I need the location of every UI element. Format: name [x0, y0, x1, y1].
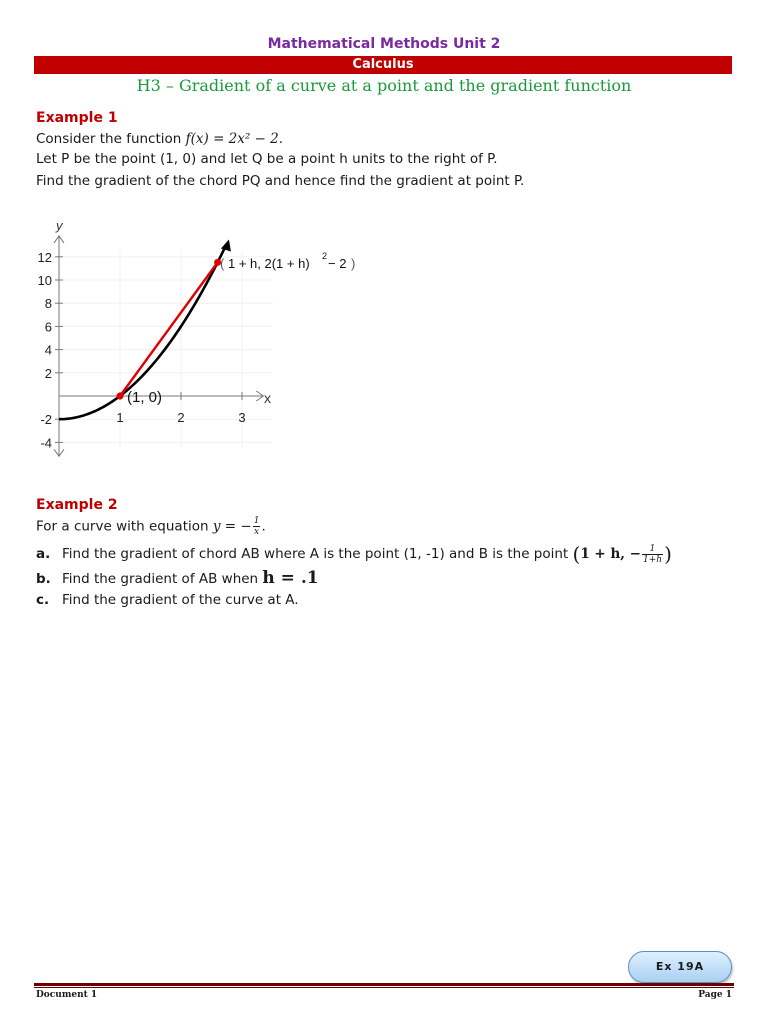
footer-page-number: Page 1 [698, 990, 732, 1000]
example-2-item-b [36, 568, 319, 588]
point-p-marker [117, 393, 124, 400]
y-tick-label: 2 [44, 365, 52, 381]
point-b-fraction [642, 544, 663, 565]
y-tick-label: 8 [44, 296, 52, 312]
item-b-label: b. [36, 571, 51, 587]
example-1-line-1-text: Consider the function [36, 131, 186, 147]
x-tick-label: 2 [177, 410, 185, 425]
example-1-heading: Example 1 [36, 110, 118, 126]
x-axis-label: x [264, 390, 271, 406]
course-title: Mathematical Methods Unit 2 [267, 36, 501, 52]
topic-bar: Calculus [34, 56, 732, 74]
example-1-line-1-end: . [278, 131, 284, 147]
exercise-link-button[interactable]: Ex 19A [628, 951, 732, 983]
footer-divider-thin [34, 987, 734, 988]
example-2-heading: Example 2 [36, 497, 118, 513]
close-paren-glyph: ) [664, 542, 672, 566]
y-tick-label: 6 [44, 319, 52, 335]
point-q-label [220, 251, 355, 271]
point-q-label-end: − 2 [328, 256, 347, 271]
example-1-line-2: Let P be the point (1, 0) and let Q be a point h units to the right of P. [36, 151, 498, 167]
x-tick-label: 3 [238, 410, 246, 425]
y-tick-label: 4 [44, 342, 52, 358]
y-axis-label: y [56, 218, 63, 233]
footer-document-name: Document 1 [36, 990, 98, 1000]
svg-text:(: ( [220, 256, 225, 271]
footer-divider-thick [34, 983, 734, 986]
point-q-label-main: 1 + h, 2(1 + h) [228, 256, 310, 271]
y-tick-label: -4 [40, 435, 52, 451]
point-q-label-exponent: 2 [322, 251, 328, 261]
item-c-label: c. [36, 592, 50, 608]
example-2-item-c [36, 592, 299, 608]
example-1-line-1 [36, 131, 283, 147]
section-heading: H3 – Gradient of a curve at a point and the gradient function [136, 76, 632, 95]
point-b-denominator: 1+h [642, 554, 663, 565]
point-b-coordinates: 1 + h, − [580, 546, 641, 562]
x-tick-label: 1 [116, 410, 124, 425]
curve-equation-denominator: x [254, 527, 260, 537]
open-paren-glyph: ( [572, 542, 581, 566]
item-b-math: h = .1 [262, 568, 319, 588]
example-1-line-3: Find the gradient of the chord PQ and hence find the gradient at point P. [36, 173, 525, 189]
chord-line [120, 262, 218, 396]
y-tick-label: 12 [37, 249, 52, 265]
item-a-text: Find the gradient of chord AB where A is the point (1, -1) and B is the point [62, 546, 573, 562]
svg-text:): ) [351, 256, 356, 271]
y-tick-label: 10 [37, 273, 52, 288]
point-b-numerator: 1 [642, 544, 663, 555]
item-c-text: Find the gradient of the curve at A. [62, 592, 299, 608]
example-2-intro [36, 516, 266, 537]
curve-equation-numerator: 1 [253, 516, 260, 526]
curve-equation-lhs: y = − [212, 518, 252, 535]
item-a-label: a. [36, 546, 51, 562]
example-2-item-a [36, 542, 672, 566]
svg-text:1 + h, 2(1 + h) [228, 256, 310, 271]
example-2-intro-text: For a curve with equation [36, 518, 213, 535]
function-definition: f(x) = 2x² − 2 [185, 131, 279, 147]
y-tick-label: -2 [40, 412, 52, 428]
item-b-text: Find the gradient of AB when [62, 571, 263, 587]
gradient-graph [30, 212, 370, 472]
curve-equation-fraction [253, 516, 261, 537]
example-2-intro-end: . [261, 518, 266, 535]
point-p-label: (1, 0) [127, 389, 163, 406]
